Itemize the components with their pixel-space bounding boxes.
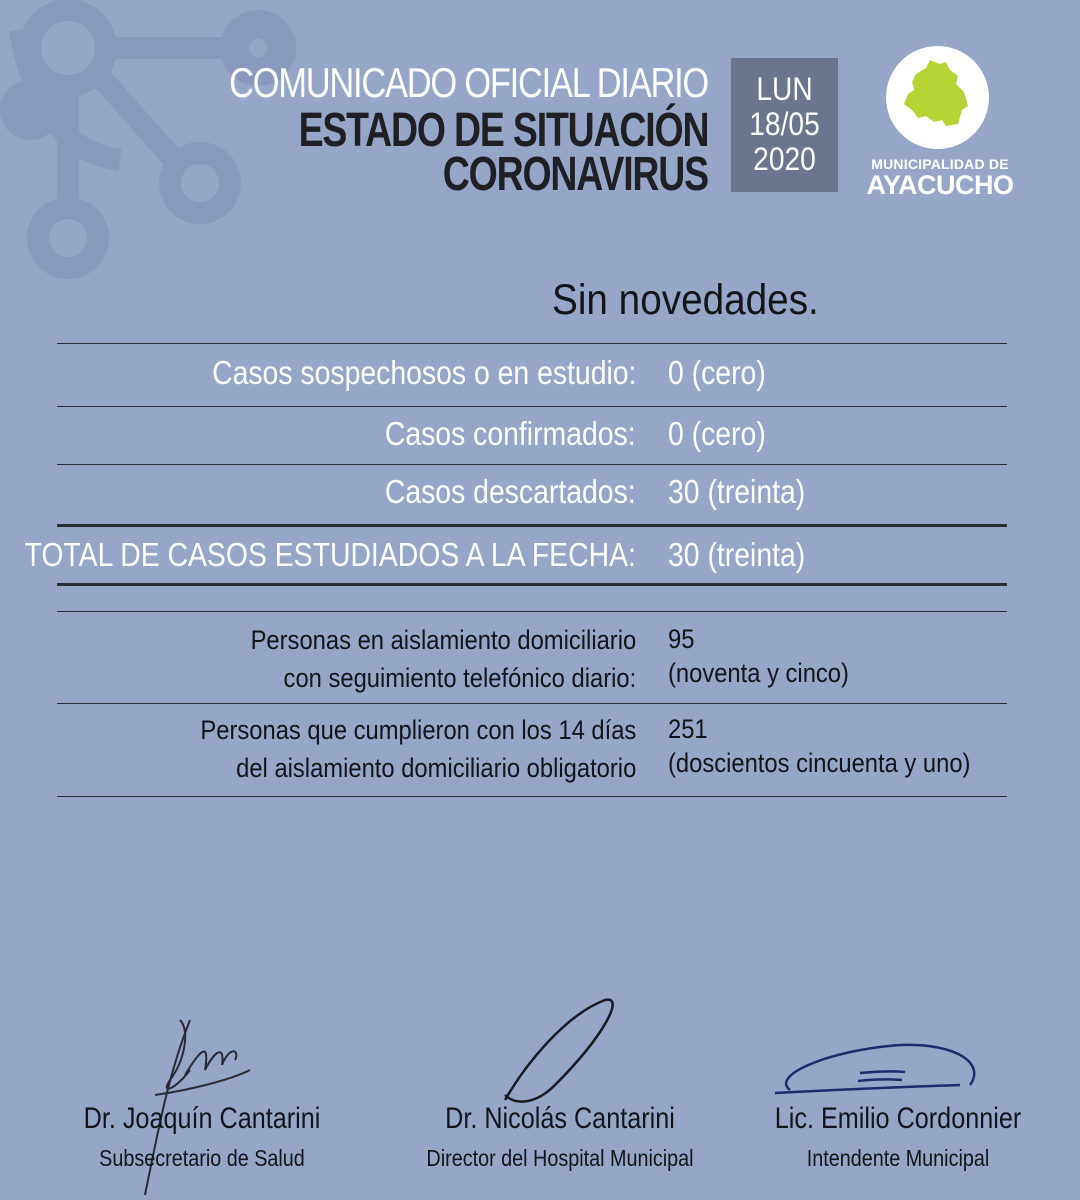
molecule-icon <box>0 0 320 300</box>
header-line-2: ESTADO DE SITUACIÓN <box>298 104 708 157</box>
signatory-2-role: Director del Hospital Municipal <box>426 1145 694 1171</box>
signature-3 <box>770 1035 985 1105</box>
divider-thick <box>57 524 1007 527</box>
signatory-1-name: Dr. Joaquín Cantarini <box>83 1102 321 1135</box>
divider <box>57 703 1007 704</box>
divider <box>57 464 1007 465</box>
cases-discarded-label: Casos descartados: <box>385 473 636 510</box>
divider <box>57 611 1007 612</box>
date-day-month: 18/05 <box>749 106 820 142</box>
signatory-3-role: Intendente Municipal <box>806 1145 990 1171</box>
cases-confirmed-value: 0 (cero) <box>668 415 766 452</box>
header-line-3: CORONAVIRUS <box>442 148 708 201</box>
isolation-completed-value: 251 (doscientos cincuenta y uno) <box>668 714 971 778</box>
cases-suspected-label: Casos sospechosos o en estudio: <box>211 354 636 391</box>
map-icon <box>886 46 989 149</box>
cases-suspected-value: 0 (cero) <box>668 354 766 391</box>
isolation-completed-label: Personas que cumplieron con los 14 días del aislamiento domiciliario obligatorio <box>200 715 636 783</box>
isolation-home-label: Personas en aislamiento domiciliario con seguimiento telefónico diario: <box>250 625 636 693</box>
date-year: 2020 <box>753 141 816 177</box>
divider <box>57 343 1007 344</box>
status-headline: Sin novedades. <box>552 276 819 324</box>
cases-confirmed-label: Casos confirmados: <box>385 415 636 452</box>
logo-text-line-2: AYACUCHO <box>866 170 1014 200</box>
header-line-1: COMUNICADO OFICIAL DIARIO <box>229 59 708 106</box>
logo-text-line-1: MUNICIPALIDAD DE <box>871 156 1009 172</box>
signatory-2-name: Dr. Nicolás Cantarini <box>445 1102 675 1135</box>
signatory-3-name: Lic. Emilio Cordonnier <box>774 1102 1022 1135</box>
divider <box>57 796 1007 797</box>
divider <box>57 406 1007 407</box>
total-cases-value: 30 (treinta) <box>668 536 806 573</box>
isolation-home-value: 95 (noventa y cinco) <box>668 624 849 688</box>
date-weekday: LUN <box>756 71 813 107</box>
divider-thick <box>57 583 1007 586</box>
signatory-1-role: Subsecretario de Salud <box>99 1145 305 1171</box>
municipality-logo <box>886 46 989 149</box>
date-badge <box>731 58 838 192</box>
total-cases-label: TOTAL DE CASOS ESTUDIADOS A LA FECHA: <box>24 536 636 573</box>
cases-discarded-value: 30 (treinta) <box>668 473 806 510</box>
signature-2 <box>495 995 625 1115</box>
